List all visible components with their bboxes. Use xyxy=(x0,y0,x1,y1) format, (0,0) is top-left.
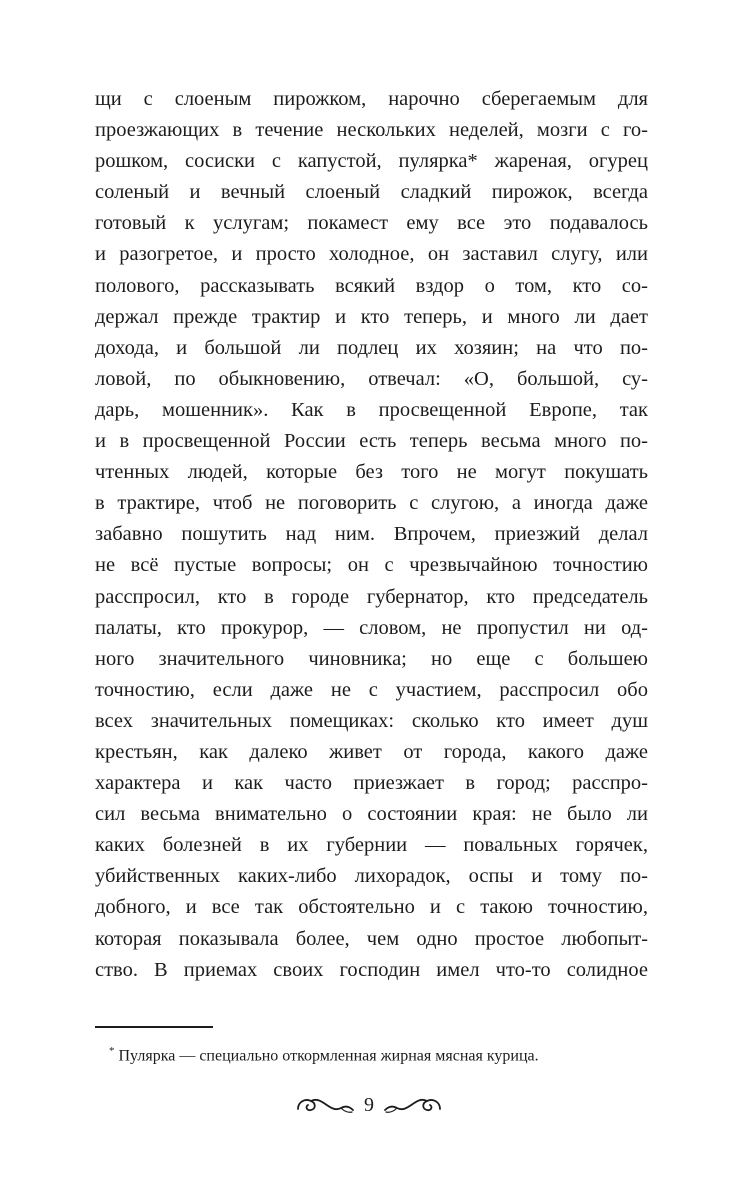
text-line: в трактире, чтоб не поговорить с слугою, а иногда даже xyxy=(95,492,648,515)
text-line: проезжающих в течение нескольких неделей, мозги с го- xyxy=(95,119,648,142)
text-line: и разогретое, и просто холодное, он заставил слугу, или xyxy=(95,243,648,266)
page-footer xyxy=(0,1094,738,1116)
footnote-text: Пулярка — специально откормленная жирная мясная курица. xyxy=(118,1047,539,1065)
text-line: дарь, мошенник». Как в просвещенной Европе, так xyxy=(95,398,648,421)
text-line: крестьян, как далеко живет от города, какого даже xyxy=(95,740,648,763)
text-line: полового, рассказывать всякий вздор о том, кто со- xyxy=(95,274,648,297)
text-line: ловой, по обыкновению, отвечал: «О, большой, су- xyxy=(95,367,648,390)
text-line: забавно пошутить над ним. Впрочем, приезжий делал xyxy=(95,523,648,546)
text-line: ного значительного чиновника; но еще с большею xyxy=(95,647,648,670)
footnote xyxy=(95,1040,648,1067)
text-line: которая показывала более, чем одно простое любопыт- xyxy=(95,927,648,950)
text-line: рошком, сосиски с капустой, пулярка* жареная, огурец xyxy=(95,150,648,173)
text-line: ство. В приемах своих господин имел что-то солидное xyxy=(95,958,648,981)
text-line: не всё пустые вопросы; он с чрезвычайною точностию xyxy=(95,554,648,577)
text-line: держал прежде трактир и кто теперь, и много ли дает xyxy=(95,305,648,328)
text-line: всех значительных помещиках: сколько кто имеет душ xyxy=(95,709,648,732)
text-line: точностию, если даже не с участием, расспросил обо xyxy=(95,678,648,701)
page-number: 9 xyxy=(364,1094,374,1116)
footnote-rule xyxy=(95,1026,213,1028)
text-line: чтенных людей, которые без того не могут покушать xyxy=(95,461,648,484)
body-text xyxy=(95,84,648,986)
text-line: дохода, и большой ли подлец их хозяин; на что по- xyxy=(95,336,648,359)
text-line: щи с слоеным пирожком, нарочно сберегаемым для xyxy=(95,88,648,110)
text-line: готовый к услугам; покамест ему все это подавалось xyxy=(95,212,648,235)
text-line: каких болезней в их губернии — повальных горячек, xyxy=(95,834,648,857)
text-line: сил весьма внимательно о состоянии края: не было ли xyxy=(95,803,648,826)
text-line: характера и как часто приезжает в город; расспро- xyxy=(95,772,648,795)
text-line: убийственных каких-либо лихорадок, оспы и тому по- xyxy=(95,865,648,888)
text-line: добного, и все так обстоятельно и с такою точностию, xyxy=(95,896,648,919)
left-flourish-icon xyxy=(296,1094,354,1116)
right-flourish-icon xyxy=(384,1094,442,1116)
text-line: палаты, кто прокурор, — словом, не пропустил ни од- xyxy=(95,616,648,639)
footnote-marker: * xyxy=(109,1045,115,1057)
text-line: и в просвещенной России есть теперь весьма много по- xyxy=(95,430,648,453)
text-line: соленый и вечный слоеный сладкий пирожок, всегда xyxy=(95,181,648,204)
text-line: расспросил, кто в городе губернатор, кто председатель xyxy=(95,585,648,608)
